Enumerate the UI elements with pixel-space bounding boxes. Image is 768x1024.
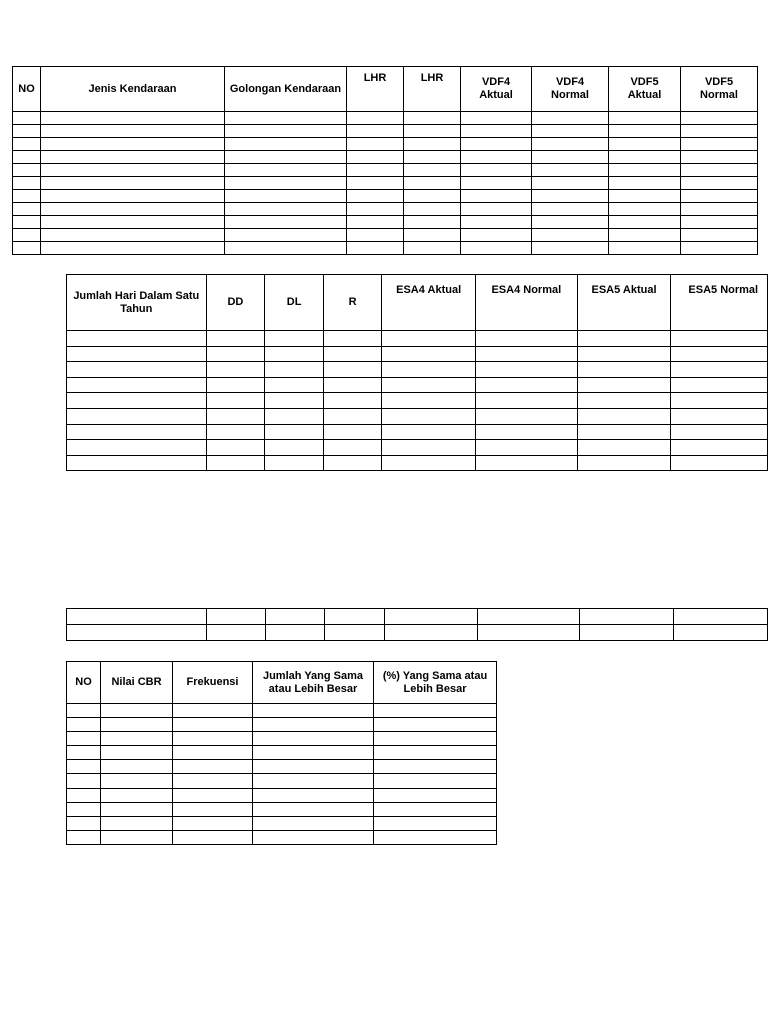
header-lhr: LHR	[404, 67, 461, 112]
table-cell	[382, 408, 476, 424]
table-cell	[384, 609, 478, 625]
table-cell	[671, 424, 768, 440]
header-lhr: LHR	[347, 67, 404, 112]
table-cell	[671, 331, 768, 347]
table-cell	[671, 377, 768, 393]
table-cell	[577, 362, 671, 378]
table-cell	[609, 112, 681, 125]
table-row	[13, 216, 758, 229]
table-cell	[265, 408, 324, 424]
table-cell	[323, 408, 381, 424]
table-cell	[577, 393, 671, 409]
header-esa4-normal: ESA4 Normal	[476, 275, 578, 331]
table-cell	[173, 816, 253, 830]
table-row	[67, 704, 497, 718]
table-row	[13, 112, 758, 125]
table-row	[13, 164, 758, 177]
table-cell	[13, 138, 41, 151]
table-cell	[323, 440, 381, 456]
table-cell	[681, 138, 758, 151]
table-cell	[374, 704, 497, 718]
table-cell	[206, 377, 265, 393]
table-cell	[67, 774, 101, 788]
table-cell	[265, 393, 324, 409]
table-cell	[374, 732, 497, 746]
table-cell	[265, 455, 324, 471]
table-cell	[404, 216, 461, 229]
table-cell	[41, 242, 225, 255]
table-cell	[13, 125, 41, 138]
table-cell	[41, 216, 225, 229]
table-cell	[609, 216, 681, 229]
table-cell	[225, 177, 347, 190]
table-cell	[253, 746, 374, 760]
table-cell	[374, 774, 497, 788]
table-row	[67, 788, 497, 802]
table-cell	[101, 802, 173, 816]
table-cell	[681, 151, 758, 164]
table-cell	[382, 377, 476, 393]
table-cell	[577, 455, 671, 471]
table-cell	[41, 112, 225, 125]
table-row	[67, 455, 768, 471]
table-cell	[67, 760, 101, 774]
header-vdf5-normal: VDF5 Normal	[681, 67, 758, 112]
table-cell	[206, 346, 265, 362]
table-cell	[532, 164, 609, 177]
header-persen-yang-sama: (%) Yang Sama atau Lebih Besar	[374, 662, 497, 704]
header-jumlah-yang-sama: Jumlah Yang Sama atau Lebih Besar	[253, 662, 374, 704]
table-cell	[671, 455, 768, 471]
table-cell	[461, 138, 532, 151]
header-no: NO	[67, 662, 101, 704]
header-esa5-aktual: ESA5 Aktual	[577, 275, 671, 331]
table-cell	[67, 346, 207, 362]
table-cell	[681, 229, 758, 242]
header-r: R	[323, 275, 381, 331]
table-cell	[404, 125, 461, 138]
table-cell	[67, 377, 207, 393]
table-cell	[67, 746, 101, 760]
table-cell	[478, 609, 580, 625]
table-cell	[325, 625, 384, 641]
table-cell	[347, 125, 404, 138]
table-cell	[404, 229, 461, 242]
table-cell	[609, 177, 681, 190]
table-cell	[609, 203, 681, 216]
table-cell	[13, 112, 41, 125]
table-cell	[382, 440, 476, 456]
table-row	[67, 816, 497, 830]
table-cell	[671, 408, 768, 424]
table-cell	[67, 408, 207, 424]
table-cell	[681, 216, 758, 229]
table-cell	[404, 242, 461, 255]
table-cell	[323, 362, 381, 378]
table-cell	[577, 346, 671, 362]
table-row	[67, 362, 768, 378]
table-cell	[461, 177, 532, 190]
table-cell	[173, 774, 253, 788]
table-cell	[461, 190, 532, 203]
table-cell	[681, 177, 758, 190]
table-cell	[13, 203, 41, 216]
table-cell	[323, 455, 381, 471]
table-cell	[253, 704, 374, 718]
table-cell	[225, 138, 347, 151]
table-cell	[577, 377, 671, 393]
table-cell	[374, 802, 497, 816]
table-cell	[101, 774, 173, 788]
table-cell	[476, 440, 578, 456]
table-cell	[173, 732, 253, 746]
table-cell	[532, 177, 609, 190]
table-cell	[266, 609, 325, 625]
table-cell	[532, 216, 609, 229]
header-nilai-cbr: Nilai CBR	[101, 662, 173, 704]
table-cell	[206, 393, 265, 409]
table-cell	[374, 816, 497, 830]
table-cell	[347, 203, 404, 216]
table-cell	[681, 242, 758, 255]
table-cell	[253, 830, 374, 844]
table-cell	[173, 802, 253, 816]
table-cell	[67, 816, 101, 830]
table-cell	[41, 229, 225, 242]
table-cell	[671, 393, 768, 409]
header-golongan-kendaraan: Golongan Kendaraan	[225, 67, 347, 112]
table-cell	[173, 704, 253, 718]
table-cell	[206, 362, 265, 378]
table-cell	[225, 151, 347, 164]
table-row	[67, 408, 768, 424]
table-cell	[347, 229, 404, 242]
header-vdf5-aktual: VDF5 Aktual	[609, 67, 681, 112]
esa-table	[66, 274, 768, 471]
table-cell	[13, 190, 41, 203]
table-cell	[67, 718, 101, 732]
table-cell	[461, 203, 532, 216]
table-cell	[681, 164, 758, 177]
table-cell	[404, 164, 461, 177]
table-cell	[265, 440, 324, 456]
table-cell	[532, 242, 609, 255]
header-vdf4-aktual: VDF4 Aktual	[461, 67, 532, 112]
table-row	[67, 760, 497, 774]
table-cell	[13, 242, 41, 255]
table-row	[13, 203, 758, 216]
table-cell	[461, 125, 532, 138]
table-cell	[101, 732, 173, 746]
table-cell	[173, 760, 253, 774]
table-cell	[374, 788, 497, 802]
table-row	[67, 625, 768, 641]
table-cell	[347, 138, 404, 151]
table-cell	[347, 164, 404, 177]
table-cell	[374, 746, 497, 760]
table-cell	[674, 625, 768, 641]
table-cell	[253, 760, 374, 774]
table-cell	[347, 177, 404, 190]
table-cell	[101, 746, 173, 760]
table-cell	[225, 125, 347, 138]
table-cell	[225, 112, 347, 125]
table-cell	[323, 424, 381, 440]
table-cell	[476, 408, 578, 424]
table-row	[13, 242, 758, 255]
table-cell	[532, 190, 609, 203]
table-cell	[266, 625, 325, 641]
table-cell	[67, 455, 207, 471]
header-jumlah-hari: Jumlah Hari Dalam Satu Tahun	[67, 275, 207, 331]
table-cell	[67, 393, 207, 409]
table-cell	[265, 424, 324, 440]
table-cell	[225, 164, 347, 177]
table-cell	[532, 151, 609, 164]
table-cell	[41, 138, 225, 151]
table-cell	[347, 151, 404, 164]
table-cell	[41, 125, 225, 138]
table-cell	[173, 788, 253, 802]
table-cell	[476, 424, 578, 440]
table-cell	[476, 455, 578, 471]
table-row	[67, 746, 497, 760]
table-cell	[532, 229, 609, 242]
table-cell	[41, 190, 225, 203]
table-cell	[67, 440, 207, 456]
table-row	[13, 125, 758, 138]
table-cell	[206, 440, 265, 456]
table-cell	[382, 331, 476, 347]
table-cell	[347, 242, 404, 255]
table-cell	[347, 216, 404, 229]
table-cell	[206, 424, 265, 440]
table-cell	[67, 362, 207, 378]
table-cell	[674, 609, 768, 625]
table-cell	[265, 346, 324, 362]
table-cell	[382, 424, 476, 440]
table-cell	[41, 164, 225, 177]
header-frekuensi: Frekuensi	[173, 662, 253, 704]
table-cell	[577, 424, 671, 440]
table-cell	[577, 331, 671, 347]
table-cell	[101, 704, 173, 718]
table-cell	[532, 203, 609, 216]
table-cell	[609, 242, 681, 255]
header-vdf4-normal: VDF4 Normal	[532, 67, 609, 112]
table-cell	[478, 625, 580, 641]
table-cell	[461, 242, 532, 255]
table-cell	[101, 718, 173, 732]
table-cell	[67, 732, 101, 746]
table-cell	[323, 377, 381, 393]
table-cell	[609, 138, 681, 151]
table-cell	[13, 216, 41, 229]
table-row	[67, 609, 768, 625]
table-cell	[67, 625, 207, 641]
table-row	[13, 190, 758, 203]
table-cell	[225, 216, 347, 229]
table-cell	[265, 377, 324, 393]
table-row	[67, 377, 768, 393]
table-cell	[325, 609, 384, 625]
table-cell	[225, 190, 347, 203]
table-cell	[206, 408, 265, 424]
table-cell	[404, 177, 461, 190]
table-row	[13, 138, 758, 151]
table-cell	[404, 138, 461, 151]
table-row	[67, 424, 768, 440]
table-cell	[67, 802, 101, 816]
table-row	[67, 331, 768, 347]
table-cell	[225, 242, 347, 255]
table-cell	[404, 151, 461, 164]
table-cell	[476, 346, 578, 362]
header-dl: DL	[265, 275, 324, 331]
header-esa4-aktual: ESA4 Aktual	[382, 275, 476, 331]
table-cell	[207, 625, 266, 641]
table-row	[67, 732, 497, 746]
table-cell	[253, 718, 374, 732]
table-cell	[382, 455, 476, 471]
table-cell	[404, 203, 461, 216]
table-row	[67, 718, 497, 732]
table-cell	[67, 609, 207, 625]
table-cell	[67, 331, 207, 347]
summary-table	[66, 608, 768, 641]
table-cell	[67, 830, 101, 844]
table-cell	[681, 203, 758, 216]
table-row	[13, 229, 758, 242]
table-cell	[382, 393, 476, 409]
header-esa5-normal: ESA5 Normal	[671, 275, 768, 331]
table-row	[67, 393, 768, 409]
table-cell	[671, 346, 768, 362]
table-cell	[323, 331, 381, 347]
table-row	[13, 177, 758, 190]
table-cell	[374, 760, 497, 774]
table-cell	[671, 440, 768, 456]
table-cell	[580, 625, 674, 641]
table-row	[13, 151, 758, 164]
table-cell	[41, 151, 225, 164]
table-cell	[609, 125, 681, 138]
table-cell	[207, 609, 266, 625]
table-cell	[374, 718, 497, 732]
table-cell	[173, 746, 253, 760]
table-cell	[461, 216, 532, 229]
cbr-table	[66, 661, 497, 845]
table-cell	[67, 704, 101, 718]
table-cell	[253, 802, 374, 816]
table-cell	[265, 331, 324, 347]
table-cell	[13, 177, 41, 190]
table-cell	[101, 830, 173, 844]
table-cell	[580, 609, 674, 625]
table-cell	[253, 788, 374, 802]
table-cell	[461, 164, 532, 177]
table-header-row	[13, 67, 758, 112]
table-cell	[681, 112, 758, 125]
table-row	[67, 830, 497, 844]
table-cell	[476, 377, 578, 393]
table-cell	[253, 732, 374, 746]
table-cell	[384, 625, 478, 641]
table-cell	[609, 164, 681, 177]
table-cell	[461, 229, 532, 242]
table-header-row	[67, 275, 768, 331]
table-cell	[404, 190, 461, 203]
table-cell	[382, 346, 476, 362]
table-cell	[404, 112, 461, 125]
table-cell	[13, 229, 41, 242]
table-cell	[347, 190, 404, 203]
table-cell	[101, 788, 173, 802]
table-cell	[681, 125, 758, 138]
table-cell	[532, 112, 609, 125]
table-row	[67, 802, 497, 816]
table-cell	[225, 229, 347, 242]
table-cell	[173, 830, 253, 844]
table-cell	[67, 788, 101, 802]
table-cell	[67, 424, 207, 440]
table-cell	[374, 830, 497, 844]
table-cell	[461, 112, 532, 125]
header-no: NO	[13, 67, 41, 112]
table-cell	[173, 718, 253, 732]
table-cell	[206, 331, 265, 347]
table-row	[67, 346, 768, 362]
table-cell	[577, 408, 671, 424]
table-row	[67, 774, 497, 788]
table-cell	[323, 393, 381, 409]
table-header-row	[67, 662, 497, 704]
table-cell	[609, 229, 681, 242]
table-cell	[532, 125, 609, 138]
header-dd: DD	[206, 275, 265, 331]
table-row	[67, 440, 768, 456]
table-cell	[382, 362, 476, 378]
table-cell	[476, 331, 578, 347]
table-cell	[461, 151, 532, 164]
table-cell	[681, 190, 758, 203]
table-cell	[253, 816, 374, 830]
table-cell	[101, 760, 173, 774]
table-cell	[532, 138, 609, 151]
vehicle-table	[12, 66, 758, 255]
table-cell	[41, 203, 225, 216]
table-cell	[206, 455, 265, 471]
table-cell	[609, 190, 681, 203]
table-cell	[225, 203, 347, 216]
table-cell	[476, 393, 578, 409]
table-cell	[609, 151, 681, 164]
table-cell	[476, 362, 578, 378]
table-cell	[41, 177, 225, 190]
table-cell	[253, 774, 374, 788]
table-cell	[265, 362, 324, 378]
header-jenis-kendaraan: Jenis Kendaraan	[41, 67, 225, 112]
table-cell	[13, 151, 41, 164]
table-cell	[101, 816, 173, 830]
table-cell	[671, 362, 768, 378]
table-cell	[13, 164, 41, 177]
table-cell	[323, 346, 381, 362]
table-cell	[577, 440, 671, 456]
table-cell	[347, 112, 404, 125]
